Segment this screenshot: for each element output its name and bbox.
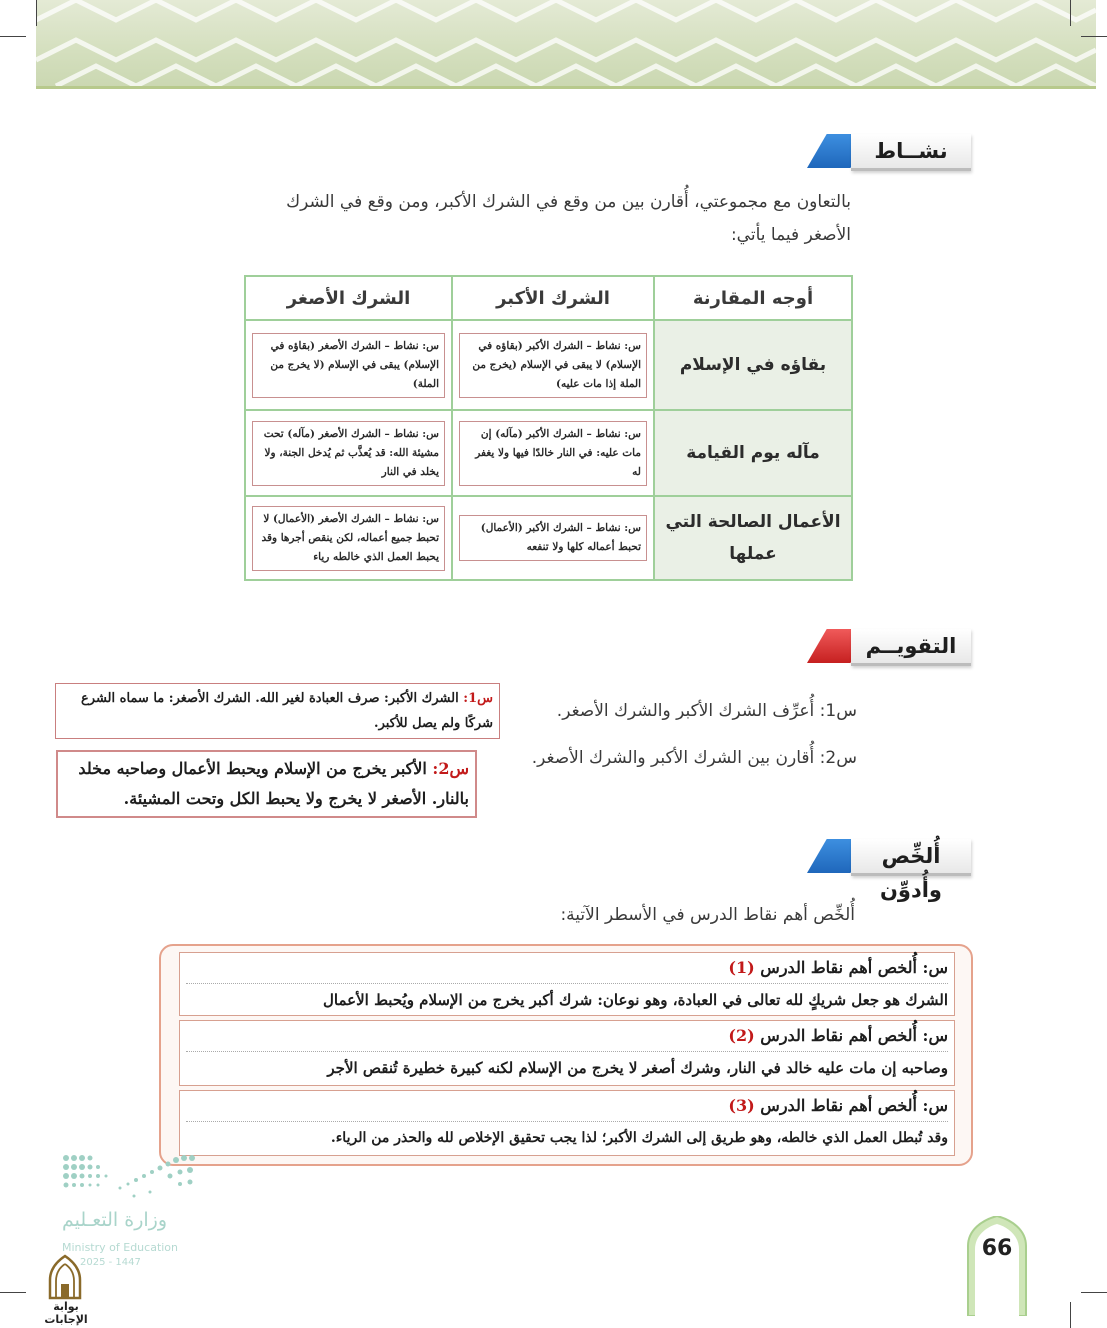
summary-item-answer: وقد تُبطل العمل الذي خالطه، وهو طريق إلى الشرك الأكبر؛ لذا يجب تحقيق الإخلاص لله والحذر من الرياء. [330,1130,948,1146]
page-tab-icon [966,1216,1028,1316]
answer-note: س: نشاط – الشرك الأصغر (بقاؤه في الإسلام) يبقى في الإسلام (لا يخرج من الملة) [252,333,445,398]
answer-box-1 [55,683,500,739]
crop-mark [1070,1302,1071,1328]
activity-intro-line2: الأصغر فيما يأتي: [730,225,851,245]
crop-mark [0,36,26,37]
summary-item-answer: الشرك هو جعل شريكٍ لله تعالى في العبادة، وهو نوعان: شرك أكبر يخرج من الإسلام ويُحبط الأعمال [323,991,948,1009]
summary-heading [811,839,971,902]
table-row [245,410,852,496]
answer-box-2 [56,750,477,818]
evaluation-heading-text: التقويــم [865,634,957,658]
answer-1-label: س1: [463,691,493,706]
answer-note: س: نشاط – الشرك الأصغر (الأعمال) لا تحبط جميع أعماله، لكن ينقص أجرها وقد يحبط العمل الذي خالطه رياء [252,506,445,571]
ministry-name-ar: وزارة التعـليم [62,1209,168,1231]
answer-note: س: نشاط – الشرك الأكبر (مآله) إن مات عليه: في النار خالدًا فيها ولا يغفر له [459,421,647,486]
summary-item [179,952,955,1016]
summary-item [179,1090,955,1156]
crop-mark [1081,1292,1107,1293]
banner-underline [36,86,1096,89]
table-header-row [245,276,852,320]
answer-2-text: الأكبر يخرج من الإسلام ويحبط الأعمال وصاحبه مخلد بالنار. الأصغر لا يخرج ولا يحبط الكل وتحت المشيئة. [78,759,469,808]
crop-mark [1081,36,1107,37]
ministry-logo [60,1152,200,1202]
activity-intro [231,186,851,252]
heading-plate [851,629,971,666]
summary-item-prefix: س: أُلخص أهم نقاط الدرس [760,958,948,977]
table-header-major: الشرك الأكبر [452,276,654,320]
evaluation-heading [811,629,971,665]
aspect-cell: مآله يوم القيامة [654,410,852,496]
table-header-aspect: أوجه المقارنة [654,276,852,320]
summary-heading-text: أُلخِّص وأُدوِّن [879,844,942,902]
summary-item [179,1020,955,1086]
minor-cell [245,496,452,580]
answer-note: س: نشاط – الشرك الأصغر (مآله) تحت مشيئة الله: قد يُعذَّب ثم يُدخل الجنة، ولا يخلد في النار [252,421,445,486]
heading-plate [851,134,971,171]
summary-intro: أُلخِّص أهم نقاط الدرس في الأسطر الآتية: [560,905,855,925]
summary-item-number: (2) [728,1026,755,1045]
summary-item-question [186,1091,948,1122]
aspect-cell: بقاؤه في الإسلام [654,320,852,410]
aspect-cell: الأعمال الصالحة التي عملها [654,496,852,580]
table-header-minor: الشرك الأصغر [245,276,452,320]
comparison-table [244,275,853,581]
summary-item-question [186,953,948,984]
evaluation-q1: س1: أُعرِّف الشرك الأكبر والشرك الأصغر. [556,701,857,721]
activity-heading [811,134,971,170]
summary-box [159,944,973,1166]
evaluation-q2: س2: أُقارن بين الشرك الأكبر والشرك الأصغر. [531,748,857,768]
major-cell [452,496,654,580]
ministry-name-en: Ministry of Education [62,1241,179,1254]
major-cell [452,410,654,496]
geometric-pattern-icon [36,0,1096,86]
minor-cell [245,410,452,496]
answer-note: س: نشاط – الشرك الأكبر (بقاؤه في الإسلام) لا يبقى في الإسلام (يخرج من الملة إذا مات عليه) [459,333,647,398]
page-number: 66 [981,1236,1013,1261]
major-cell [452,320,654,410]
heading-plate [851,839,971,902]
answer-1-text: الشرك الأكبر: صرف العبادة لغير الله. الشرك الأصغر: ما سماه الشرع شركًا ولم يصل للأكبر. [81,691,493,731]
activity-intro-line1: بالتعاون مع مجموعتي، أُقارن بين من وقع في الشرك الأكبر، ومن وقع في الشرك [286,192,851,212]
ministry-year: 2025 - 1447 [80,1257,141,1268]
summary-item-number: (3) [728,1096,755,1115]
crop-mark [36,0,37,26]
table-row [245,496,852,580]
page-number-tab [966,1216,1028,1316]
answer-2-label: س2: [432,759,469,778]
crop-mark [0,1292,26,1293]
building-icon [42,1254,88,1300]
portal-logo [42,1254,88,1300]
summary-item-prefix: س: أُلخص أهم نقاط الدرس [760,1096,948,1115]
activity-heading-text: نشــاط [874,139,948,163]
minor-cell [245,320,452,410]
header-banner [36,0,1096,86]
summary-item-prefix: س: أُلخص أهم نقاط الدرس [760,1026,948,1045]
summary-item-number: (1) [728,958,755,977]
summary-item-answer: وصاحبه إن مات عليه خالد في النار، وشرك أصغر لا يخرج من الإسلام لكنه كبيرة خطيرة تُنقص الأجر [327,1059,948,1077]
summary-item-question [186,1021,948,1052]
crop-mark [1070,0,1071,26]
table-row [245,320,852,410]
portal-name: بوابة الإجابات [44,1300,88,1326]
answer-note: س: نشاط – الشرك الأكبر (الأعمال) تحبط أعماله كلها ولا تنفعه [459,515,647,561]
ministry-dots-icon [60,1152,200,1202]
